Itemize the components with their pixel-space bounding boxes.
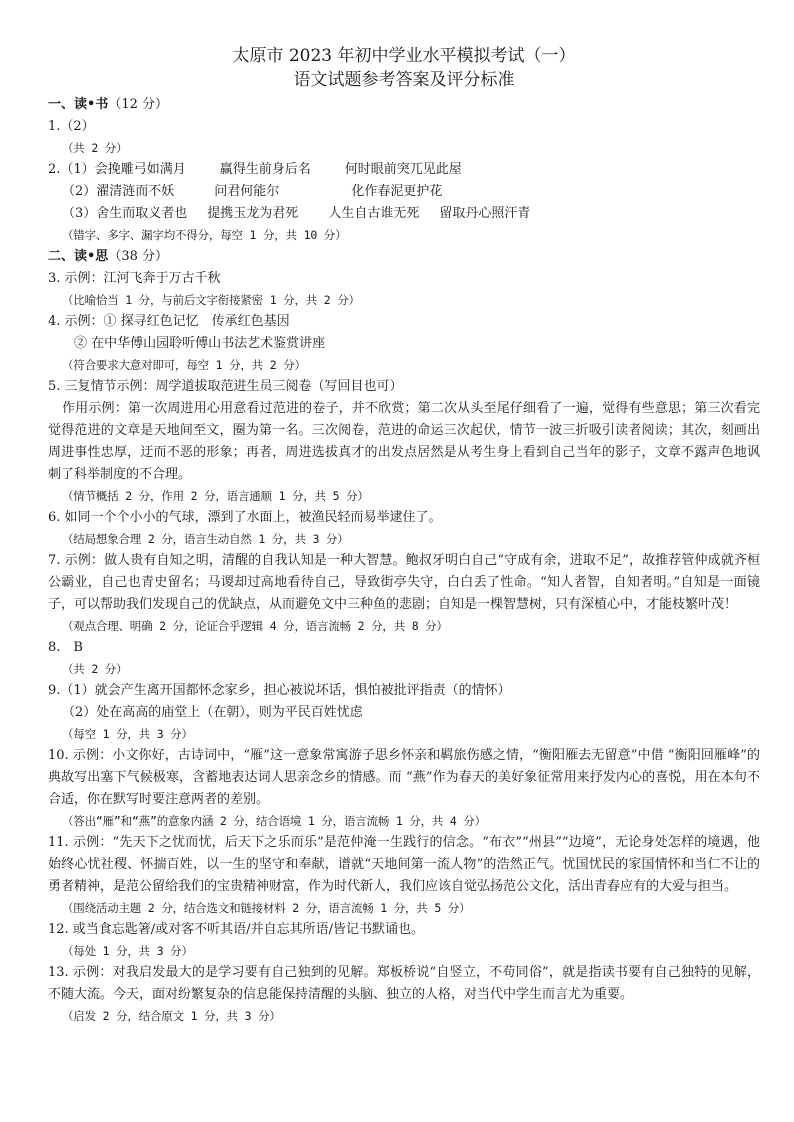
q12-score: （每处 1 分，共 3 分）: [62, 944, 193, 958]
q4-line2: ② 在中华傅山园聆听傅山书法艺术鉴赏讲座: [74, 336, 326, 351]
q13-score: （启发 2 分，结合原文 1 分，共 3 分）: [62, 1009, 281, 1023]
page-title-line1: 太原市 2023 年初中学业水平模拟考试（一）: [232, 46, 576, 66]
q2-number: 2.: [48, 162, 61, 177]
q9-line1: 9.（1）就会产生离开国都怀念家乡，担心被说坏话，惧怕被批评指责（的情怀）: [48, 683, 511, 698]
section-points: （12 分）: [108, 97, 168, 112]
q7-paragraph: 7. 示例：做人贵有自知之明，清醒的自我认知是一种大智慧。鲍叔牙明白自己“守成有余，进取不足”，故推荐管仲成就齐桓公霸业，自己也青史留名；马谡却过高地看待自己，导致街亭失守，白白丢了性命。“知人者智，自知者明。”自知是一面镜子，可以帮助我们发现自己的优缺点，从而避免文中三种鱼的悲剧；自知是一棵智慧树，只有深植心中，才能枝繁叶茂！: [48, 553, 760, 612]
q11-paragraph: 11. 示例：“先天下之忧而忧，后天下之乐而乐”是范仲淹一生践行的信念。“布衣”“州县”“边境”，无论身处怎样的境遇，他始终心忧社稷、怀揣百姓，以一生的坚守和奉献，谱就“天地间第一流人物”的浩然正气。忧国忧民的家国情怀和当仁不让的勇者精神，是范公留给我们的宝贵精神财富，作为时代新人，我们应该自觉弘扬范公文化，活出青春应有的大爱与担当。: [48, 835, 760, 894]
page-title-line2: 语文试题参考答案及评分标准: [293, 70, 515, 90]
q2-part3-c: 人生自古谁无死: [328, 206, 420, 221]
q5-score: （情节概括 2 分，作用 2 分，语言通顺 1 分，共 5 分）: [62, 489, 369, 503]
section-points: （38 分）: [108, 249, 168, 264]
q12-answer: 12. 或当食忘匙箸/或对客不听其语/并自忘其所语/皆记书默诵也。: [48, 922, 424, 937]
q1-score: （共 2 分）: [62, 141, 128, 155]
q2-part2: [48, 181, 760, 203]
q4-score: （符合要求大意对即可，每空 1 分，共 2 分）: [62, 358, 306, 372]
q2-part1-a: 会挽雕弓如满月: [94, 162, 186, 177]
q9-score: （每空 1 分，共 3 分）: [62, 727, 193, 741]
q2-part3-d: 留取丹心照汗青: [439, 206, 531, 221]
section-heading-read-book: [48, 94, 760, 116]
q11-score: （围绕活动主题 2 分，结合选文和链接材料 2 分，语言流畅 1 分，共 5 分）: [62, 901, 471, 915]
q2-part2-label: （2）: [62, 184, 97, 199]
q2-part3: [48, 203, 760, 225]
q2-score: （错字、多字、漏字均不得分，每空 1 分，共 10 分）: [62, 228, 347, 242]
q2-part3-a: 舍生而取义者也: [96, 206, 188, 221]
q5-paragraph: 作用示例：第一次周进用心用意看过范进的卷子，并不欣赏；第二次从头至尾仔细看了一遍，觉得有些意思；第三次看完觉得范进的文章是天地间至文，圈为第一名。三次阅卷，范进的命运三次起伏，情节一波三折吸引读者阅读；其次，刻画出周进事性忠厚，迂而不恶的形象；再者，周进选拔真才的出发点居然是从考生身上看到自己当年的影子，文章不露声色地讽刺了科举制度的不合理。: [48, 401, 760, 482]
q6-score: （结局想象合理 2 分，语言生动自然 1 分，共 3 分）: [62, 532, 349, 546]
section-heading-read-think: [48, 246, 760, 268]
section-label: 二、读•思: [48, 249, 109, 264]
q10-score: （答出“雁”和“燕”的意象内涵 2 分，结合语境 1 分，语言流畅 1 分，共 4 分）: [62, 814, 486, 828]
q9-line2: （2）处在高高的庙堂上（在朝），则为平民百姓忧虑: [62, 705, 363, 720]
q2-part2-b: 问君何能尔: [214, 184, 280, 199]
q2-part2-c: 化作春泥更护花: [351, 184, 443, 199]
q2-part1: [48, 159, 760, 181]
q7-score: （观点合理、明确 2 分，论证合乎逻辑 4 分，语言流畅 2 分，共 8 分）: [62, 619, 448, 633]
q2-part2-a: 濯清涟而不妖: [96, 184, 175, 199]
answer-sheet-page: [48, 44, 760, 1027]
q2-part1-b: 赢得生前身后名: [219, 162, 311, 177]
q13-paragraph: 13. 示例：对我启发最大的是学习要有自己独到的见解。郑板桥说“自竖立，不苟同俗”，就是指读书要有自己独特的见解，不随大流。今天，面对纷繁复杂的信息能保持清醒的头脑、独立的人格，对当代中学生而言尤为重要。: [48, 965, 760, 1002]
q2-part1-c: 何时眼前突兀见此屋: [344, 162, 462, 177]
q2-part3-b: 提携玉龙为君死: [207, 206, 299, 221]
q3-score: （比喻恰当 1 分，与前后文字衔接紧密 1 分，共 2 分）: [62, 293, 360, 307]
section-label: 一、读•书: [48, 97, 109, 112]
q5-line1: 5. 三复情节示例：周学道拔取范进生员三阅卷（写回目也可）: [48, 379, 403, 394]
q10-paragraph: 10. 示例：小文你好，古诗词中，“雁”这一意象常寓游子思乡怀亲和羁旅伤感之情，“衡阳雁去无留意”中借 “衡阳回雁峰”的典故写出塞下气候极寒，含蓄地表达词人思亲念乡的情感。而 “燕”作为春天的美好象征常用来抒发内心的喜悦，用在本句不合适，你在默写时要注意两者的差别。: [48, 748, 760, 807]
q4-line1: 4. 示例：① 探寻红色记忆 传承红色基因: [48, 314, 290, 329]
q8-score: （共 2 分）: [62, 662, 128, 676]
q8-answer: 8. B: [48, 640, 83, 655]
q3-answer: 3. 示例：江河飞奔于万古千秋: [48, 271, 221, 286]
q1-answer: 1.（2）: [48, 119, 95, 134]
q2-part3-label: （3）: [62, 206, 97, 221]
q6-answer: 6. 如同一个个小小的气球，漂到了水面上，被渔民轻而易举逮住了。: [48, 510, 442, 525]
q2-part1-label: （1）: [60, 162, 95, 177]
